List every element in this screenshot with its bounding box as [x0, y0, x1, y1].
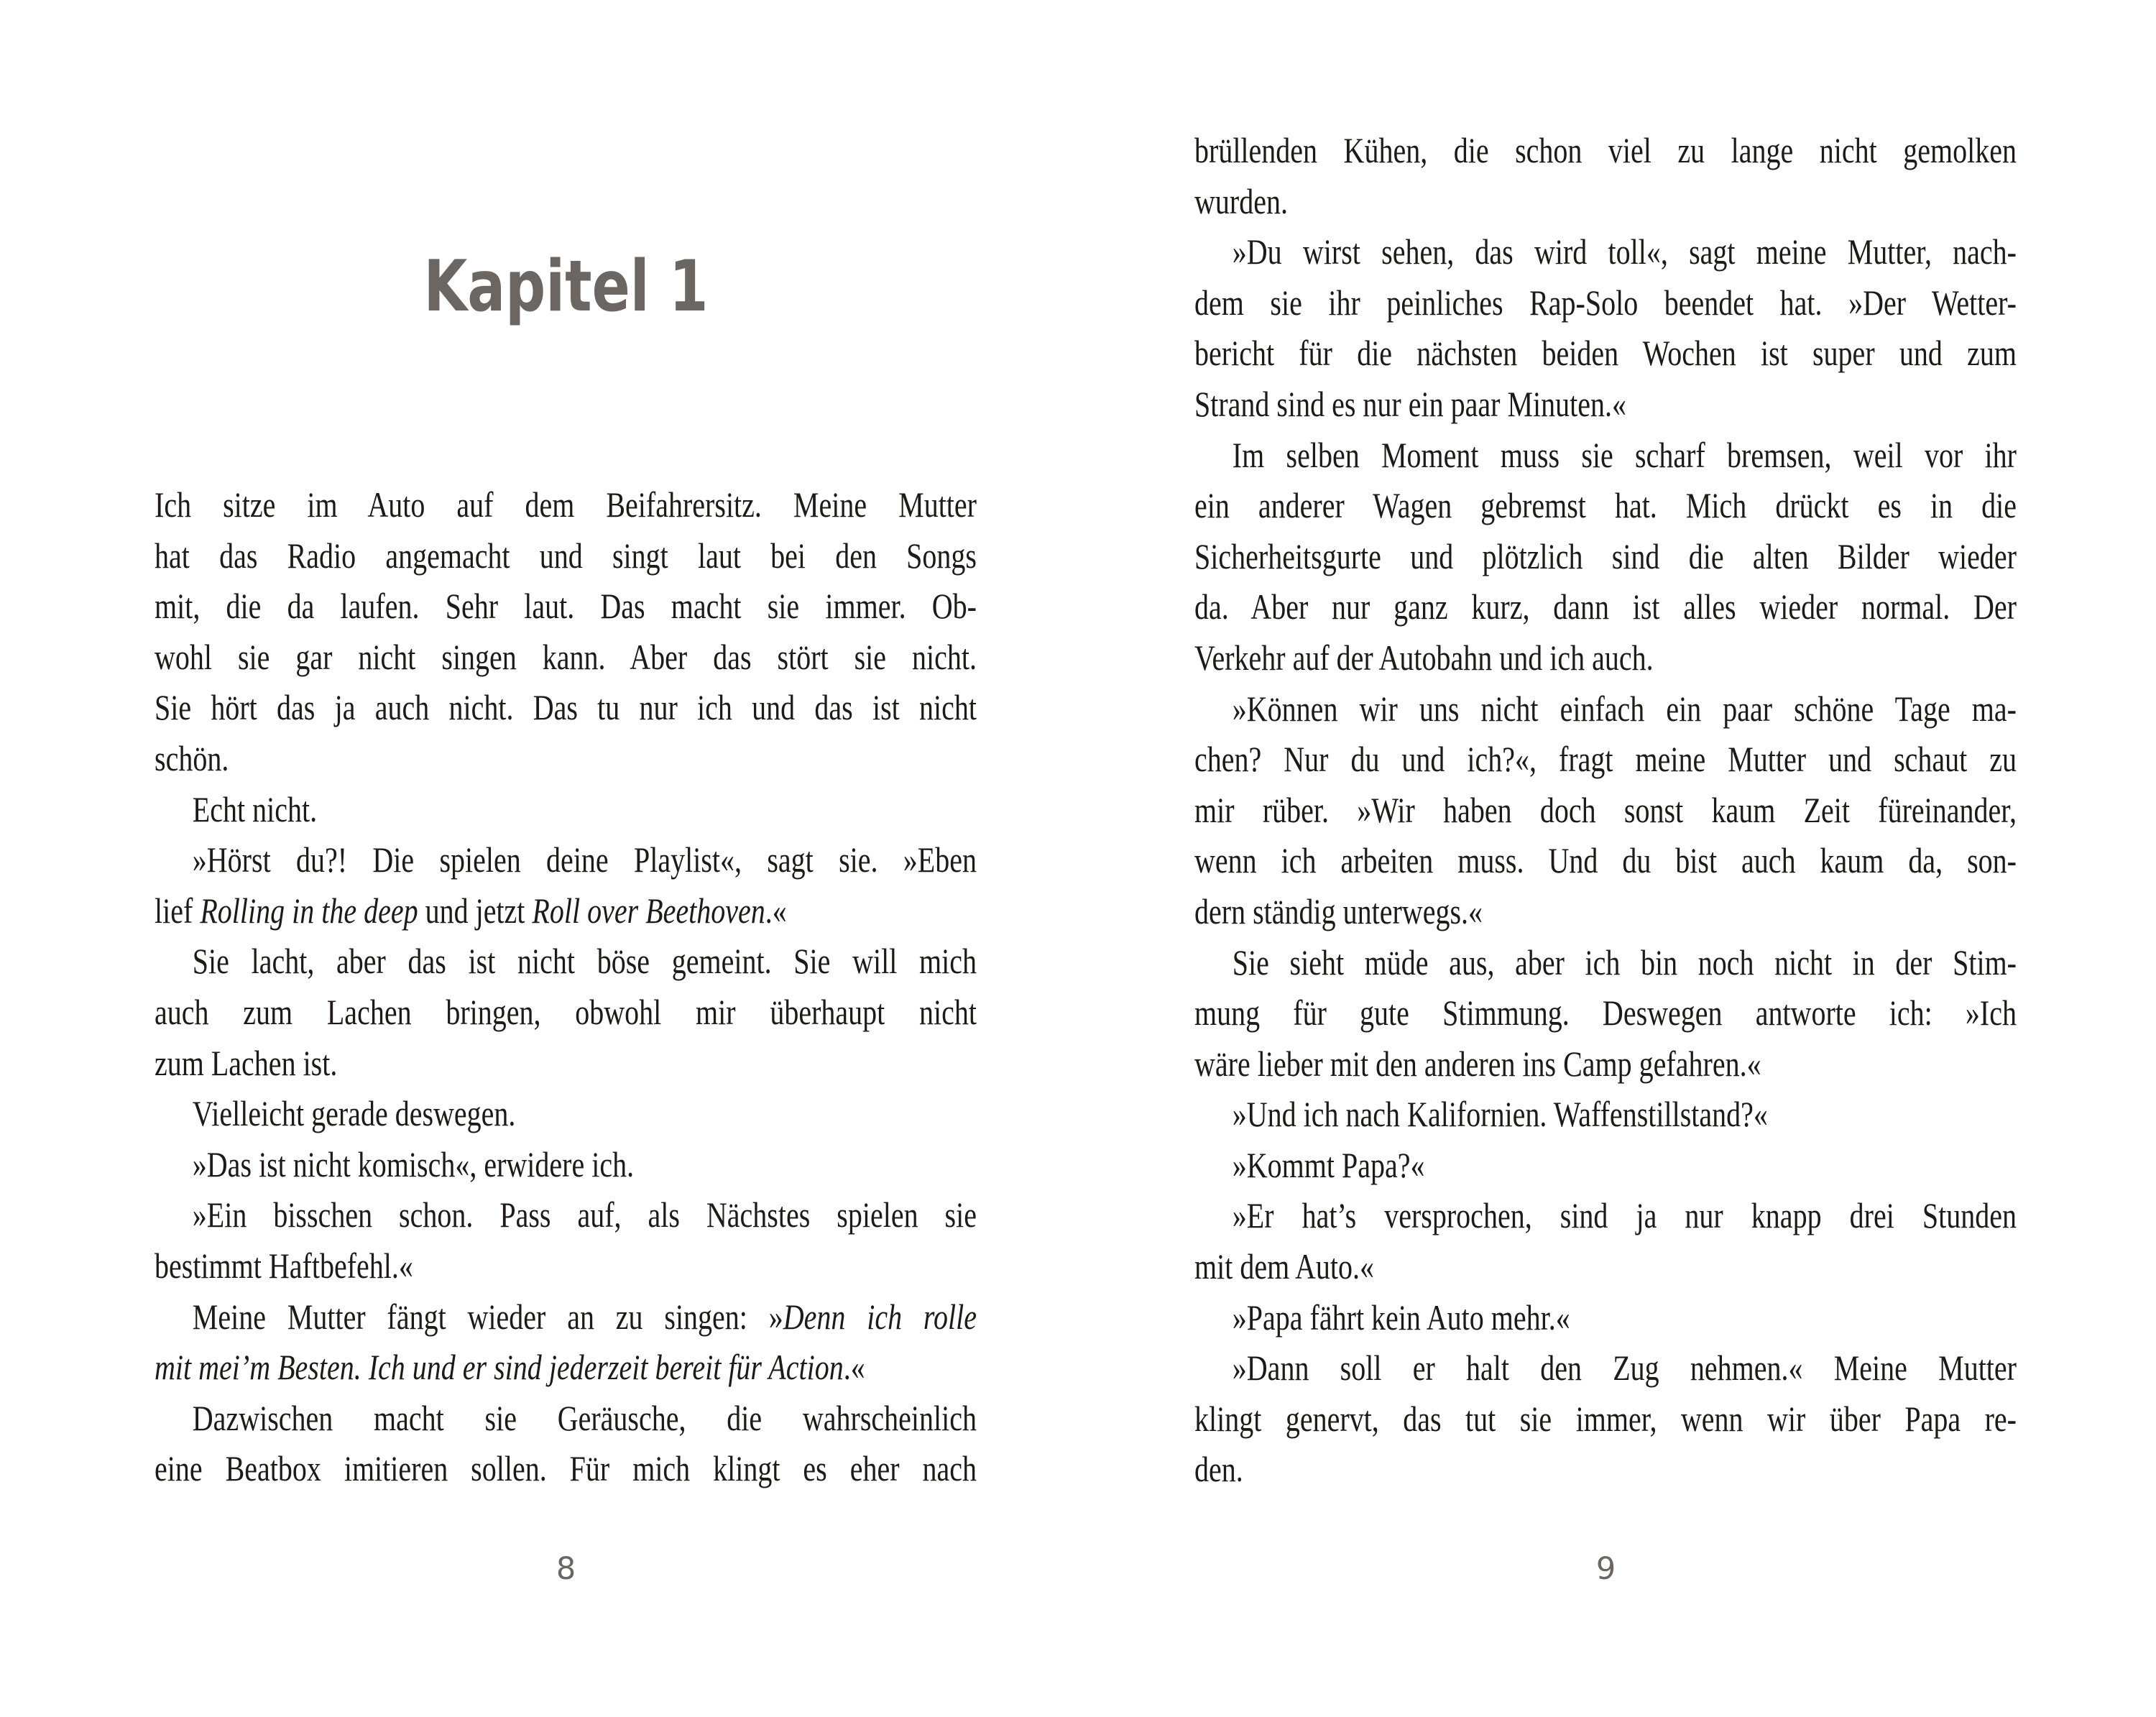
text-segment: Strand sind es nur ein paar Minuten.«: [1194, 383, 1626, 424]
text-segment: chen? Nur du und ich?«, fragt meine Mutter und schaut zu: [1194, 739, 2017, 780]
text-segment: Verkehr auf der Autobahn und ich auch.: [1194, 637, 1654, 678]
text-segment: mung für gute Stimmung. Deswegen antworte ich: »Ich: [1194, 993, 2017, 1034]
text-line: [155, 1189, 977, 1240]
text-line: [1194, 1444, 2017, 1495]
text-line: [155, 581, 977, 632]
text-segment: den.: [1194, 1449, 1243, 1490]
text-segment: Vielleicht gerade deswegen.: [192, 1093, 516, 1134]
text-line: [155, 1088, 977, 1139]
text-segment: wurden.: [1194, 180, 1288, 221]
text-line: [1194, 988, 2017, 1039]
text-line: [1194, 785, 2017, 836]
text-line: [155, 1139, 977, 1190]
text-segment: hat das Radio angemacht und singt laut bei den Songs: [155, 535, 977, 576]
text-segment: .«: [765, 890, 787, 931]
text-line: [155, 479, 977, 530]
left-page-text: [155, 479, 977, 1494]
text-segment: Sicherheitsgurte und plötzlich sind die alten Bilder wieder: [1194, 535, 2017, 576]
text-line: [1194, 835, 2017, 886]
text-segment: brüllenden Kühen, die schon viel zu lange nicht gemolken: [1194, 130, 2017, 170]
text-segment: Dazwischen macht sie Geräusche, die wahrscheinlich: [192, 1397, 977, 1438]
text-segment: dern ständig unterwegs.«: [1194, 890, 1483, 931]
text-line: [1194, 277, 2017, 328]
text-line: [1194, 1089, 2017, 1140]
text-segment: bericht für die nächsten beiden Wochen ist super und zum: [1194, 333, 2017, 374]
italic-text-segment: Roll over Beethoven: [532, 890, 765, 931]
text-segment: ein anderer Wagen gebremst hat. Mich drückt es in die: [1194, 485, 2017, 526]
text-line: [1194, 937, 2017, 988]
text-segment: mit dem Auto.«: [1194, 1246, 1374, 1287]
text-segment: mit, die da laufen. Sehr laut. Das macht sie immer. Ob-: [155, 586, 977, 627]
text-segment: Ich sitze im Auto auf dem Beifahrersitz. Meine Mutter: [155, 484, 977, 525]
text-line: [1194, 886, 2017, 937]
text-segment: »Hörst du?! Die spielen deine Playlist«, sagt sie. »Eben: [192, 839, 977, 880]
text-line: [1194, 1190, 2017, 1241]
text-segment: »Papa fährt kein Auto mehr.«: [1232, 1297, 1570, 1338]
text-segment: »Ein bisschen schon. Pass auf, als Nächstes spielen sie: [192, 1194, 977, 1235]
text-segment: eine Beatbox imitieren sollen. Für mich klingt es eher nach: [155, 1448, 977, 1489]
text-segment: auch zum Lachen bringen, obwohl mir überhaupt nicht: [155, 991, 977, 1032]
text-segment: .«: [843, 1347, 865, 1388]
text-line: [155, 1443, 977, 1494]
text-segment: »Dann soll er halt den Zug nehmen.« Meine Mutter: [1232, 1348, 2017, 1389]
chapter-title: Kapitel 1: [423, 246, 709, 328]
text-segment: wenn ich arbeiten muss. Und du bist auch kaum da, son-: [1194, 840, 2017, 881]
italic-text-segment: mit mei’m Besten. Ich und er sind jederzeit bereit für Action: [155, 1347, 844, 1388]
text-segment: bestimmt Haftbefehl.«: [155, 1245, 413, 1286]
left-page-number: 8: [556, 1551, 576, 1587]
text-segment: Im selben Moment muss sie scharf bremsen, weil vor ihr: [1232, 434, 2017, 475]
text-segment: wäre lieber mit den anderen ins Camp gefahren.«: [1194, 1043, 1761, 1084]
text-segment: Sie hört das ja auch nicht. Das tu nur ich und das ist nicht: [155, 687, 977, 728]
text-line: [1194, 632, 2017, 683]
text-segment: »Kommt Papa?«: [1232, 1144, 1425, 1185]
text-line: [1194, 581, 2017, 632]
text-line: [1194, 1241, 2017, 1292]
text-line: [155, 1240, 977, 1292]
text-line: [1194, 734, 2017, 785]
text-line: [1194, 531, 2017, 582]
text-line: [155, 1292, 977, 1343]
text-line: [155, 1038, 977, 1089]
text-segment: da. Aber nur ganz kurz, dann ist alles wieder normal. Der: [1194, 586, 2017, 627]
text-line: [155, 1342, 977, 1393]
text-line: [1194, 1039, 2017, 1090]
text-line: [155, 682, 977, 733]
text-line: [155, 733, 977, 784]
text-line: [155, 834, 977, 885]
text-line: [155, 530, 977, 581]
text-segment: »Das ist nicht komisch«, erwidere ich.: [192, 1143, 635, 1184]
text-segment: lief: [155, 890, 201, 931]
text-line: [1194, 328, 2017, 379]
text-line: [155, 885, 977, 936]
text-segment: und jetzt: [418, 890, 533, 931]
text-line: [155, 936, 977, 987]
text-line: [1194, 1292, 2017, 1343]
text-line: [155, 1393, 977, 1444]
right-page-text: [1194, 125, 2017, 1495]
italic-text-segment: Denn ich rolle: [783, 1296, 977, 1337]
text-line: [155, 784, 977, 835]
text-segment: wohl sie gar nicht singen kann. Aber das stört sie nicht.: [155, 636, 977, 677]
text-segment: »Können wir uns nicht einfach ein paar schöne Tage ma-: [1232, 688, 2017, 729]
text-line: [1194, 1394, 2017, 1445]
text-line: [155, 987, 977, 1038]
text-line: [155, 632, 977, 683]
text-segment: Sie lacht, aber das ist nicht böse gemeint. Sie will mich: [192, 941, 977, 982]
text-line: [1194, 430, 2017, 481]
text-line: [1194, 176, 2017, 227]
text-line: [1194, 1343, 2017, 1394]
text-line: [1194, 480, 2017, 531]
text-segment: klingt genervt, das tut sie immer, wenn wir über Papa re-: [1194, 1398, 2017, 1439]
text-segment: Meine Mutter fängt wieder an zu singen: »: [192, 1296, 783, 1337]
text-segment: »Er hat’s versprochen, sind ja nur knapp drei Stunden: [1232, 1195, 2017, 1236]
text-line: [1194, 226, 2017, 277]
text-segment: dem sie ihr peinliches Rap-Solo beendet hat. »Der Wetter-: [1194, 282, 2017, 323]
text-segment: Sie sieht müde aus, aber ich bin noch nicht in der Stim-: [1232, 942, 2017, 982]
text-line: [1194, 125, 2017, 176]
text-line: [1194, 1140, 2017, 1191]
text-segment: mir rüber. »Wir haben doch sonst kaum Zeit füreinander,: [1194, 789, 2017, 830]
text-line: [1194, 683, 2017, 735]
right-page-number: 9: [1595, 1551, 1616, 1587]
text-segment: »Und ich nach Kalifornien. Waffenstillstand?«: [1232, 1094, 1768, 1135]
text-segment: »Du wirst sehen, das wird toll«, sagt meine Mutter, nach-: [1232, 231, 2017, 272]
text-segment: zum Lachen ist.: [155, 1042, 338, 1083]
text-line: [1194, 379, 2017, 430]
text-segment: Echt nicht.: [192, 788, 318, 829]
text-segment: schön.: [155, 737, 229, 778]
italic-text-segment: Rolling in the deep: [200, 890, 418, 931]
